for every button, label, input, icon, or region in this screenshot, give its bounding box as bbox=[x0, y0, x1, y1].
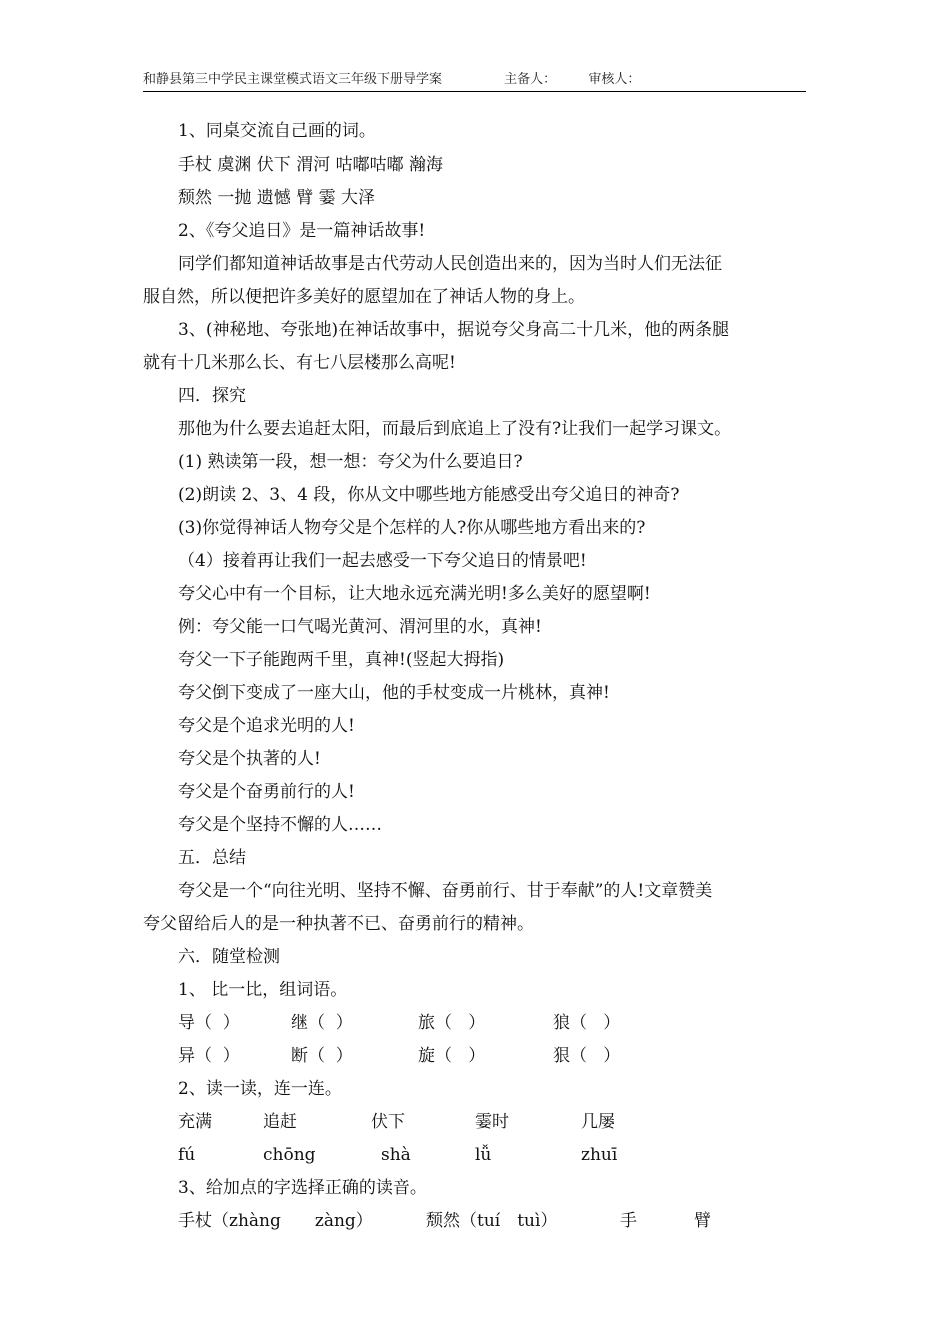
question-3: (3)你觉得神话人物夸父是个怎样的人?你从哪些地方看出来的? bbox=[178, 518, 646, 538]
question-2: (2)朗读 2、3、4 段，你从文中哪些地方能感受出夸父追日的神奇? bbox=[178, 485, 680, 505]
compare-item: 狠（ ） bbox=[553, 1046, 621, 1066]
example-line: 例：夸父能一口气喝光黄河、渭河里的水，真神! bbox=[178, 617, 542, 637]
match-word: 几屡 bbox=[581, 1112, 615, 1132]
paragraph-line: 服自然，所以便把许多美好的愿望加在了神话人物的身上。 bbox=[143, 287, 585, 307]
header-author-label: 主备人： bbox=[504, 72, 557, 87]
match-pinyin: shà bbox=[381, 1145, 411, 1165]
paragraph-line: 同学们都知道神话故事是古代劳动人民创造出来的，因为当时人们无法征 bbox=[178, 254, 722, 274]
test-1-title: 1、 比一比，组词语。 bbox=[178, 980, 348, 1000]
statement-line: 夸父是个追求光明的人! bbox=[178, 716, 355, 736]
pronunciation-item: 手 bbox=[620, 1211, 637, 1231]
match-pinyin: zhuī bbox=[581, 1145, 618, 1165]
compare-item: 导（ ） bbox=[178, 1013, 240, 1033]
question-1: (1) 熟读第一段，想一想：夸父为什么要追日? bbox=[178, 452, 523, 472]
example-line: 夸父倒下变成了一座大山，他的手杖变成一片桃林，真神! bbox=[178, 683, 610, 703]
compare-item: 断（ ） bbox=[291, 1046, 353, 1066]
test-3-title: 3、给加点的字选择正确的读音。 bbox=[178, 1178, 427, 1198]
word-list-1: 手杖 虞渊 伏下 渭河 咕嘟咕嘟 瀚海 bbox=[178, 155, 444, 175]
compare-item: 继（ ） bbox=[291, 1013, 353, 1033]
question-4: （4）接着再让我们一起去感受一下夸父追日的情景吧! bbox=[178, 551, 587, 571]
paragraph-line: 夸父心中有一个目标，让大地永远充满光明!多么美好的愿望啊! bbox=[178, 584, 651, 604]
match-word: 伏下 bbox=[371, 1112, 405, 1132]
statement-line: 夸父是个奋勇前行的人! bbox=[178, 782, 355, 802]
statement-line: 夸父是个坚持不懈的人…… bbox=[178, 815, 382, 835]
pronunciation-item: 手杖（zhàng zàng） bbox=[178, 1211, 373, 1231]
header-reviewer-label: 审核人： bbox=[588, 72, 641, 87]
section-4-heading: 四．探究 bbox=[178, 386, 246, 406]
header-title: 和静县第三中学民主课堂模式语文三年级下册导学案 bbox=[143, 72, 443, 87]
compare-item: 旋（ ） bbox=[418, 1046, 486, 1066]
pronunciation-item: 臂 bbox=[694, 1211, 711, 1231]
compare-item: 旅（ ） bbox=[418, 1013, 486, 1033]
exercise-1-title: 1、同桌交流自己画的词。 bbox=[178, 121, 376, 141]
paragraph-line: 就有十几米那么长、有七八层楼那么高呢! bbox=[143, 353, 456, 373]
test-2-title: 2、读一读，连一连。 bbox=[178, 1079, 342, 1099]
match-word: 霎时 bbox=[475, 1112, 509, 1132]
page-header bbox=[143, 70, 806, 92]
pronunciation-item: 颓然（tuí tuì） bbox=[426, 1211, 558, 1231]
compare-item: 狼（ ） bbox=[553, 1013, 621, 1033]
section-5-heading: 五．总结 bbox=[178, 848, 246, 868]
match-pinyin: chōng bbox=[263, 1145, 316, 1165]
exercise-2-title: 2、《夸父追日》是一篇神话故事! bbox=[178, 221, 426, 241]
match-word: 追赶 bbox=[263, 1112, 297, 1132]
paragraph-line: 那他为什么要去追赶太阳，而最后到底追上了没有?让我们一起学习课文。 bbox=[178, 419, 732, 439]
word-list-2: 颓然 一抛 遗憾 臂 霎 大泽 bbox=[178, 188, 376, 208]
section-6-heading: 六．随堂检测 bbox=[178, 947, 280, 967]
match-word: 充满 bbox=[178, 1112, 212, 1132]
match-pinyin: lǚ bbox=[475, 1145, 492, 1165]
example-line: 夸父一下子能跑两千里，真神!(竖起大拇指) bbox=[178, 650, 505, 670]
statement-line: 夸父是个执著的人! bbox=[178, 749, 321, 769]
exercise-3-line: 3、(神秘地、夸张地)在神话故事中，据说夸父身高二十几米，他的两条腿 bbox=[178, 320, 730, 340]
summary-line: 夸父是一个“向往光明、坚持不懈、奋勇前行、甘于奉献”的人!文章赞美 bbox=[178, 881, 713, 901]
summary-line: 夸父留给后人的是一种执著不已、奋勇前行的精神。 bbox=[143, 914, 534, 934]
match-pinyin: fú bbox=[178, 1145, 196, 1165]
compare-item: 异（ ） bbox=[178, 1046, 240, 1066]
